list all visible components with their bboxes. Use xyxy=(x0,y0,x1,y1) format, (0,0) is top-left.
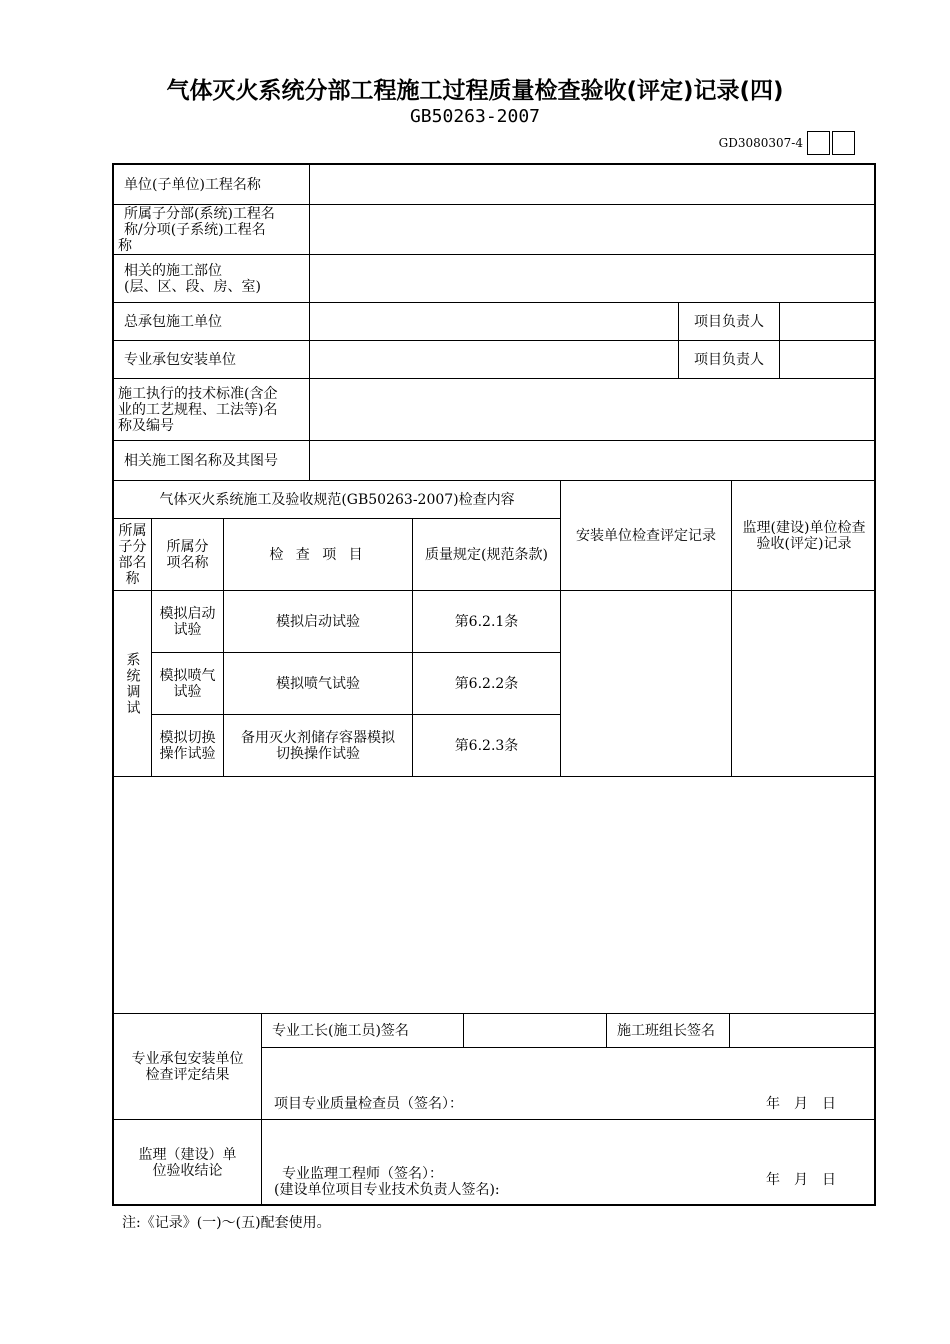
form-code: GD3080307-4 xyxy=(718,136,803,150)
supervision-label: 监理（建设）单位验收结论 xyxy=(114,1120,262,1206)
quality-inspector-sign: 项目专业质量检查员（签名）： xyxy=(274,1096,463,1112)
engineer-sign-1: 专业监理工程师（签名）： xyxy=(282,1166,443,1182)
table-row-rule: 第6.2.2条 xyxy=(413,653,561,715)
general-contractor-label: 总承包施工单位 xyxy=(114,303,310,341)
engineer-sign-2: (建设单位项目专业技术负责人签名): xyxy=(274,1182,500,1198)
table-row-subitem: 模拟启动试验 xyxy=(152,591,224,653)
general-contractor-field[interactable] xyxy=(310,303,679,341)
project-manager-field-2[interactable] xyxy=(780,341,876,379)
supervision-area[interactable] xyxy=(262,1120,876,1206)
unit-project-name-field[interactable] xyxy=(310,165,876,205)
record-table xyxy=(112,163,876,1206)
table-row-subitem: 模拟喷气试验 xyxy=(152,653,224,715)
date-1: 年 月 日 xyxy=(766,1096,836,1112)
contractor-result-label: 专业承包安装单位检查评定结果 xyxy=(114,1014,262,1120)
foreman-sign-label: 专业工长(施工员)签名 xyxy=(262,1014,464,1048)
project-manager-label-2: 项目负责人 xyxy=(679,341,780,379)
tech-standard-field[interactable] xyxy=(310,379,876,441)
subitem-col-header: 所属分项名称 xyxy=(152,519,224,591)
team-leader-sign-label: 施工班组长签名 xyxy=(607,1014,730,1048)
location-label: 相关的施工部位 (层、区、段、房、室) xyxy=(114,255,310,303)
table-row-item: 模拟喷气试验 xyxy=(224,653,413,715)
standard-code: GB50263-2007 xyxy=(409,106,541,127)
form-code-row xyxy=(719,131,855,155)
item-col-header: 检 查 项 目 xyxy=(224,519,413,591)
footnote: 注:《记录》(一)～(五)配套使用。 xyxy=(122,1215,331,1231)
drawing-name-field[interactable] xyxy=(310,441,876,481)
location-field[interactable] xyxy=(310,255,876,303)
table-row-rule: 第6.2.1条 xyxy=(413,591,561,653)
page-title: 气体灭火系统分部工程施工过程质量检查验收(评定)记录(四) xyxy=(166,78,784,104)
specialty-contractor-field[interactable] xyxy=(310,341,679,379)
supervision-record-header: 监理(建设)单位检查验收(评定)记录 xyxy=(732,481,876,591)
unit-project-name-label: 单位(子单位)工程名称 xyxy=(114,165,310,205)
date-2: 年 月 日 xyxy=(766,1172,836,1188)
group-label-cell xyxy=(114,591,152,777)
table-row-item: 模拟启动试验 xyxy=(224,591,413,653)
install-record-field[interactable] xyxy=(561,591,732,777)
table-row-subitem: 模拟切换操作试验 xyxy=(152,715,224,777)
rule-col-header: 质量规定(规范条款) xyxy=(413,519,561,591)
sub-project-name-label: 所属子分部(系统)工程名 称/分项(子系统)工程名 称 xyxy=(114,205,310,255)
spec-header: 气体灭火系统施工及验收规范(GB50263-2007)检查内容 xyxy=(114,481,561,519)
supervision-record-field[interactable] xyxy=(732,591,876,777)
foreman-sign-field[interactable] xyxy=(464,1014,607,1048)
tech-standard-label: 施工执行的技术标准(含企 业的工艺规程、工法等)名 称及编号 xyxy=(114,379,310,441)
team-leader-sign-field[interactable] xyxy=(730,1014,876,1048)
table-row-rule: 第6.2.3条 xyxy=(413,715,561,777)
form-code-box-2[interactable] xyxy=(832,131,855,155)
blank-area[interactable] xyxy=(114,777,876,1014)
subdivision-col-header: 所属子分部名称 xyxy=(114,519,152,591)
table-row-item: 备用灭火剂储存容器模拟切换操作试验 xyxy=(224,715,413,777)
project-manager-label-1: 项目负责人 xyxy=(679,303,780,341)
form-code-box-1[interactable] xyxy=(807,131,830,155)
specialty-contractor-label: 专业承包安装单位 xyxy=(114,341,310,379)
group-label: 系统调试 xyxy=(124,651,141,716)
drawing-name-label: 相关施工图名称及其图号 xyxy=(114,441,310,481)
install-record-header: 安装单位检查评定记录 xyxy=(561,481,732,591)
contractor-result-area[interactable] xyxy=(262,1048,876,1120)
project-manager-field-1[interactable] xyxy=(780,303,876,341)
sub-project-name-field[interactable] xyxy=(310,205,876,255)
